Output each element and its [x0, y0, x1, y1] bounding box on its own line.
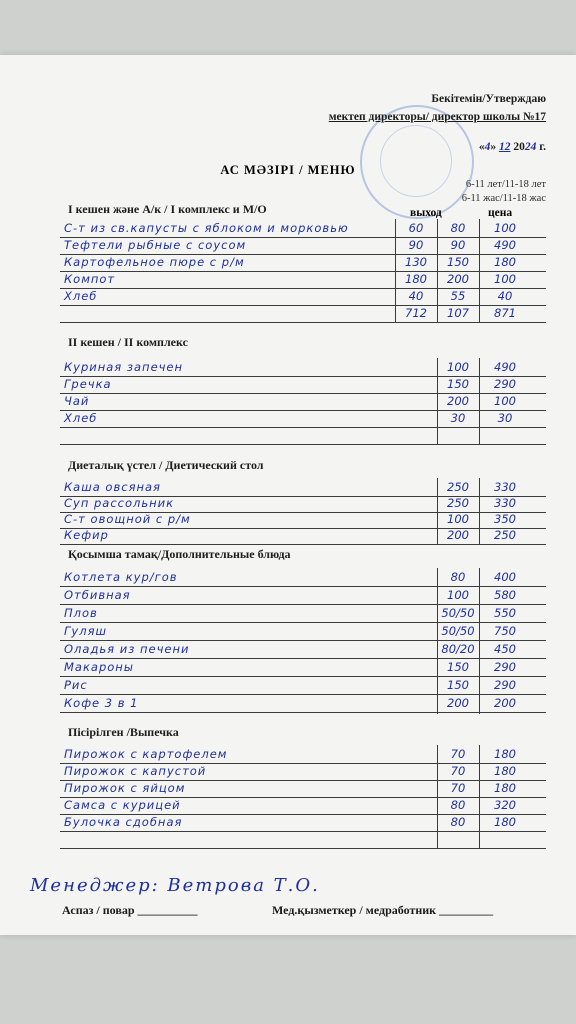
dish-name: Гречка	[64, 377, 112, 391]
price-cell: 100	[494, 221, 516, 235]
age-group-ru: 6-11 лет/11-18 лет	[465, 179, 546, 190]
output-cell: 180	[405, 272, 427, 286]
table-row	[60, 289, 546, 306]
age-group-kz: 6-11 жас/11-18 жас	[461, 193, 546, 204]
output-cell: 80	[450, 798, 466, 812]
complex2-title: II кешен / II комплекс	[68, 335, 188, 349]
date-year-suffix: 24	[524, 141, 537, 153]
col-output-header: выход	[410, 207, 442, 219]
price-cell: 180	[494, 764, 516, 778]
price-cell: 180	[494, 781, 516, 795]
dish-name: Отбивная	[64, 588, 131, 602]
table-divider	[479, 358, 480, 445]
table-row	[60, 411, 546, 428]
price-cell: 40	[497, 289, 513, 303]
date-month: 12	[498, 141, 511, 153]
table-row	[60, 588, 546, 605]
dish-name: Котлета кур/гов	[64, 570, 178, 584]
table-row	[60, 798, 546, 815]
date-mid: »	[490, 141, 499, 153]
dish-name: Кефир	[64, 528, 109, 542]
table-row	[60, 781, 546, 798]
manager-signature: Менеджер: Ветрова Т.О.	[30, 875, 320, 896]
dish-name: Каша овсяная	[64, 480, 161, 494]
price-cell: 330	[494, 480, 516, 494]
output-cell: 50/50	[441, 606, 475, 620]
dish-name: Куриная запечен	[64, 360, 184, 374]
approve-label: Бекітемін/Утверждаю	[431, 93, 546, 105]
table-row	[60, 428, 546, 445]
cook-blank: __________	[137, 903, 198, 917]
output-cell: 150	[447, 678, 469, 692]
output-cell: 100	[447, 512, 469, 526]
dish-name: Хлеб	[64, 289, 98, 303]
table-divider	[479, 568, 480, 714]
table-row	[60, 570, 546, 587]
table-row	[60, 377, 546, 394]
medic-label: Мед.қызметкер / медработник	[272, 903, 437, 917]
dish-name: С-т из св.капусты с яблоком и морковью	[64, 221, 349, 235]
table-divider	[437, 478, 438, 544]
dish-name: Гуляш	[64, 624, 108, 638]
output-cell: 130	[405, 255, 427, 269]
price-cell: 550	[494, 606, 516, 620]
price-cell: 290	[494, 660, 516, 674]
output-cell: 70	[450, 747, 466, 761]
pastry-title: Пісірілген /Выпечка	[68, 725, 179, 739]
table-row	[60, 642, 546, 659]
price-cell: 450	[494, 642, 516, 656]
price-cell: 100	[494, 394, 516, 408]
table-row	[60, 815, 546, 832]
dish-name: Тефтели рыбные с соусом	[64, 238, 247, 252]
table-row	[60, 360, 546, 377]
table-row	[60, 696, 546, 713]
table-row	[60, 238, 546, 255]
menu-title: АС МӘЗІРІ / МЕНЮ	[220, 163, 356, 177]
output-cell: 80/20	[441, 642, 475, 656]
output-cell: 40	[408, 289, 424, 303]
output-cell: 70	[450, 781, 466, 795]
output-cell: 712	[405, 306, 427, 320]
table-divider	[437, 219, 438, 323]
output-cell: 100	[447, 588, 469, 602]
price-cell: 490	[494, 360, 516, 374]
table-row	[60, 678, 546, 695]
output-cell: 80	[450, 815, 466, 829]
output-cell: 250	[447, 496, 469, 510]
dish-name: Картофельное пюре с р/м	[64, 255, 245, 269]
price-cell: 400	[494, 570, 516, 584]
table-divider	[479, 478, 480, 544]
price-cell: 250	[494, 528, 516, 542]
dish-name: Плов	[64, 606, 98, 620]
dish-name: Булочка сдобная	[64, 815, 183, 829]
col-price-header: цена	[488, 207, 513, 219]
price-cell: 290	[494, 377, 516, 391]
output-cell: 250	[447, 480, 469, 494]
dish-name: Кофе 3 в 1	[64, 696, 139, 710]
table-row	[60, 747, 546, 764]
director-label: мектеп директоры/ директор школы №17	[328, 111, 546, 123]
price-cell: 350	[494, 512, 516, 526]
dish-name: Пирожок с капустой	[64, 764, 207, 778]
output-cell: 200	[447, 272, 469, 286]
table-row	[60, 394, 546, 411]
date-end: г.	[536, 141, 546, 153]
price-cell: 490	[494, 238, 516, 252]
output-cell: 150	[447, 377, 469, 391]
approval-date	[479, 141, 546, 153]
output-cell: 90	[450, 238, 466, 252]
price-cell: 100	[494, 272, 516, 286]
price-cell: 180	[494, 815, 516, 829]
table-row	[60, 480, 546, 497]
price-cell: 580	[494, 588, 516, 602]
table-row	[60, 624, 546, 641]
output-cell: 60	[408, 221, 424, 235]
output-cell: 150	[447, 660, 469, 674]
table-divider	[437, 358, 438, 445]
price-cell: 180	[494, 747, 516, 761]
dish-name: Компот	[64, 272, 116, 286]
dish-name: Оладья из печени	[64, 642, 190, 656]
date-year-prefix: 20	[510, 141, 525, 153]
table-row	[60, 255, 546, 272]
output-cell: 100	[447, 360, 469, 374]
dish-name: Пирожок с яйцом	[64, 781, 186, 795]
price-cell: 180	[494, 255, 516, 269]
output-cell: 90	[408, 238, 424, 252]
price-cell: 320	[494, 798, 516, 812]
table-row	[60, 606, 546, 623]
output-cell: 200	[447, 394, 469, 408]
dish-name: Самса с курицей	[64, 798, 181, 812]
table-row	[60, 272, 546, 289]
table-row	[60, 660, 546, 677]
dish-name: Рис	[64, 678, 88, 692]
table-divider	[479, 745, 480, 849]
price-cell: 750	[494, 624, 516, 638]
medic-signature-line	[272, 903, 493, 918]
table-row	[60, 764, 546, 781]
output-cell: 80	[450, 221, 466, 235]
table-row	[60, 512, 546, 529]
dish-name: Суп рассольник	[64, 496, 175, 510]
table-divider	[437, 745, 438, 849]
output-cell: 55	[450, 289, 466, 303]
cook-label: Аспаз / повар	[62, 903, 135, 917]
table-divider	[395, 219, 396, 323]
output-cell: 80	[450, 570, 466, 584]
date-prefix: «	[478, 141, 485, 153]
output-cell: 150	[447, 255, 469, 269]
dish-name: С-т овощной с р/м	[64, 512, 191, 526]
table-row	[60, 528, 546, 545]
extra-title: Қосымша тамақ/Дополнительные блюда	[68, 547, 291, 561]
output-cell: 70	[450, 764, 466, 778]
price-cell: 330	[494, 496, 516, 510]
price-cell: 200	[494, 696, 516, 710]
date-day: 4	[484, 141, 491, 153]
complex1-title: I кешен және А/к / I комплекс и М/О	[68, 202, 267, 216]
output-cell: 30	[450, 411, 466, 425]
output-cell: 50/50	[441, 624, 475, 638]
table-row	[60, 221, 546, 238]
output-cell: 200	[447, 528, 469, 542]
seal-inner-ring	[380, 125, 452, 197]
output-cell: 200	[447, 696, 469, 710]
medic-blank: _________	[439, 903, 494, 917]
table-row	[60, 496, 546, 513]
dish-name: Чай	[64, 394, 90, 408]
table-row	[60, 832, 546, 849]
menu-sheet	[0, 55, 576, 935]
diet-title: Диеталық үстел / Диетический стол	[68, 458, 264, 472]
output-cell: 107	[447, 306, 469, 320]
dish-name: Хлеб	[64, 411, 98, 425]
dish-name: Пирожок с картофелем	[64, 747, 228, 761]
price-cell: 30	[497, 411, 513, 425]
table-divider	[479, 219, 480, 323]
dish-name: Макароны	[64, 660, 134, 674]
table-row	[60, 306, 546, 323]
table-divider	[437, 568, 438, 714]
price-cell: 290	[494, 678, 516, 692]
cook-signature-line	[62, 903, 198, 918]
price-cell: 871	[494, 306, 516, 320]
